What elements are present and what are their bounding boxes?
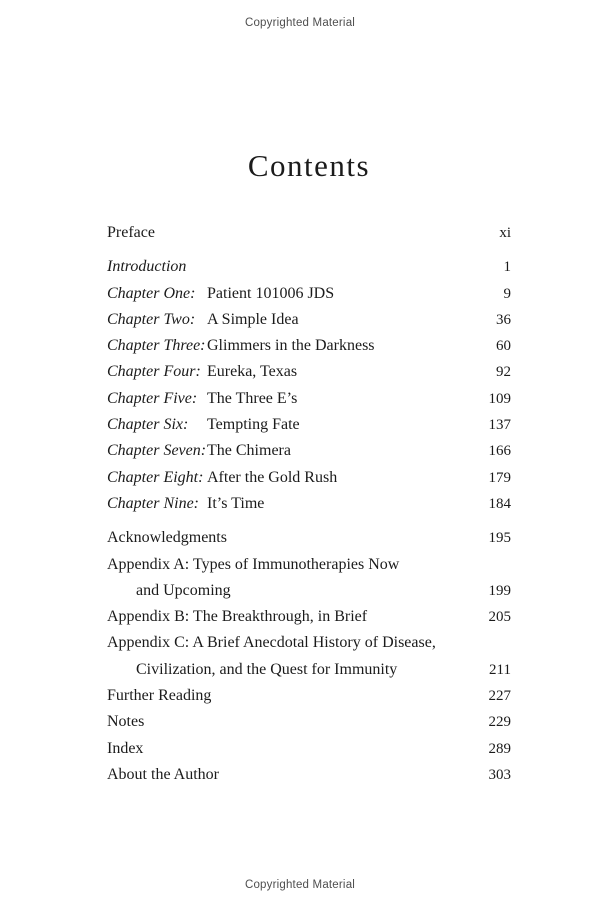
toc-entry-page: 303 <box>488 766 511 783</box>
toc-entry <box>107 281 511 307</box>
toc-entry-page: xi <box>499 225 511 241</box>
toc-entry-page: 166 <box>488 443 511 460</box>
toc-entry <box>107 254 511 280</box>
contents-page <box>107 148 511 788</box>
toc-entry-title: After the Gold Rush <box>207 468 338 486</box>
toc-entry-label: Chapter Four: <box>107 363 201 381</box>
toc-entry <box>107 307 511 333</box>
toc-entry-line1: Appendix A: Types of Immunotherapies Now <box>107 555 400 573</box>
toc-entry-title: Notes <box>107 713 145 731</box>
toc-entry-page: 229 <box>488 714 511 731</box>
toc-entry <box>107 762 511 788</box>
toc-entry <box>107 220 511 246</box>
toc-entry-label: Chapter Nine: <box>107 494 199 512</box>
toc-entry-title: Further Reading <box>107 687 212 705</box>
toc-entry-title: Eureka, Texas <box>207 363 298 381</box>
toc-entry <box>107 386 511 412</box>
toc-entry-title: Index <box>107 739 144 757</box>
page-title: Contents <box>247 148 371 183</box>
copyright-notice-bottom: Copyrighted Material <box>244 879 356 891</box>
toc-entry-page: 211 <box>489 661 511 678</box>
toc-entry <box>107 525 511 551</box>
toc-entry-page: 137 <box>488 417 511 434</box>
toc-entry-label: Chapter One: <box>107 284 196 302</box>
toc-entry <box>107 552 511 605</box>
toc-entry-title: Introduction <box>107 258 187 276</box>
toc-entry-title: A Simple Idea <box>207 310 299 328</box>
toc-entry-page: 227 <box>488 688 511 705</box>
toc-entry-page: 205 <box>488 609 511 626</box>
toc-entry-page: 195 <box>488 530 511 547</box>
toc-entry <box>107 683 511 709</box>
toc-entry-title: Acknowledgments <box>107 529 227 547</box>
toc-entry-page: 179 <box>488 469 511 486</box>
toc-entry <box>107 359 511 385</box>
toc-entry <box>107 630 511 683</box>
toc-entry-title: Preface <box>107 224 155 241</box>
toc-entry <box>107 604 511 630</box>
toc-entry-title: It’s Time <box>207 494 265 512</box>
toc-entry-label: Chapter Three: <box>107 337 206 355</box>
toc-entry-line2: and Upcoming <box>136 581 231 599</box>
toc-entry-title: The Chimera <box>207 442 291 460</box>
toc-entry-title: Patient 101006 JDS <box>207 284 335 302</box>
toc-entry-title: About the Author <box>107 765 219 783</box>
toc-entry-title <box>107 552 479 605</box>
toc-entry-page: 289 <box>488 740 511 757</box>
toc-entry-label: Chapter Eight: <box>107 468 204 486</box>
copyright-notice-top: Copyrighted Material <box>244 17 356 29</box>
toc-entry-page: 9 <box>503 285 511 302</box>
toc-entry-title: Appendix B: The Breakthrough, in Brief <box>107 608 368 626</box>
toc-entry-page: 109 <box>488 390 511 407</box>
toc-entry <box>107 491 511 517</box>
toc-entry <box>107 412 511 438</box>
toc-entry-line2: Civilization, and the Quest for Immunity <box>136 660 398 678</box>
toc-entry-page: 60 <box>496 338 511 355</box>
toc-entry-line1: Appendix C: A Brief Anecdotal History of Disease, <box>107 634 436 652</box>
toc-entry <box>107 465 511 491</box>
toc-entry-title: Tempting Fate <box>207 416 300 434</box>
toc-entry <box>107 438 511 464</box>
toc-entry-title: Glimmers in the Darkness <box>207 337 375 355</box>
toc-entry-label: Chapter Five: <box>107 389 198 407</box>
toc-entry-label: Chapter Two: <box>107 310 196 328</box>
toc-entry-title <box>107 630 479 683</box>
toc-entry <box>107 709 511 735</box>
toc-entry-page: 36 <box>496 311 511 328</box>
toc-entry-label: Chapter Seven: <box>107 442 207 460</box>
toc-entry-page: 1 <box>503 259 511 276</box>
toc-entry-page: 199 <box>488 582 511 599</box>
toc-entry-page: 184 <box>488 495 511 512</box>
toc-entry <box>107 736 511 762</box>
toc-entry-label: Chapter Six: <box>107 416 189 434</box>
toc-entry-page: 92 <box>496 364 511 381</box>
toc-entry <box>107 333 511 359</box>
toc-entry-title: The Three E’s <box>207 389 298 407</box>
